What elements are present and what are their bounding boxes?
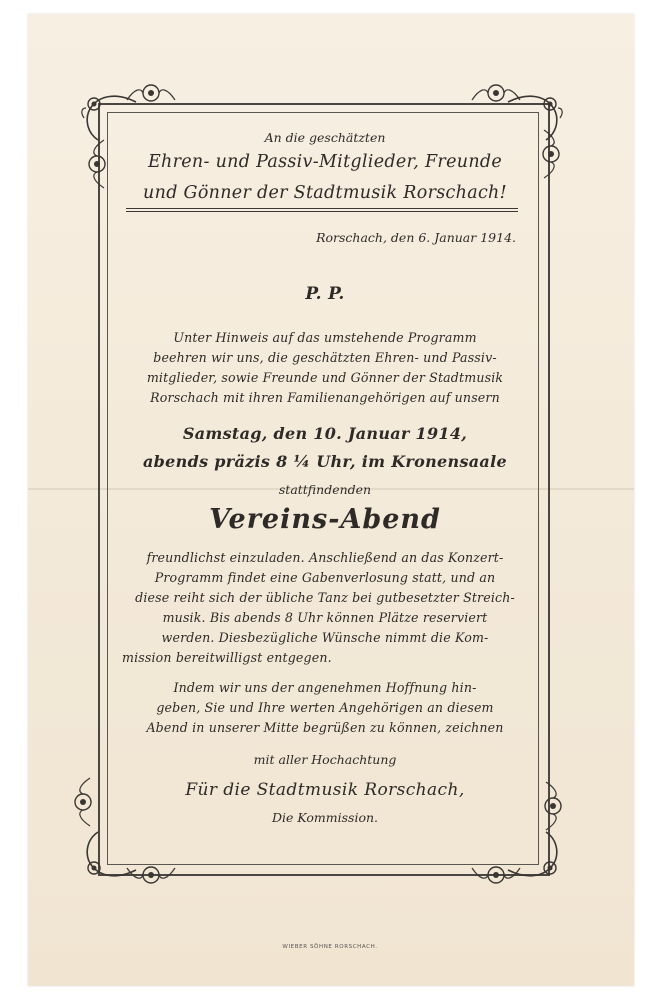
- closing-line-3: Abend in unserer Mitte begrüßen zu können, zeichnen: [146, 720, 504, 735]
- committee: Die Kommission.: [272, 810, 378, 825]
- rosette-ornament-bottom-left: [125, 862, 177, 888]
- details-line-1: freundlichst einzuladen. Anschließend an das Konzert-: [146, 550, 504, 565]
- header-line-3: und Gönner der Stadtmusik Rorschach!: [143, 183, 507, 203]
- rosette-ornament-bottom-right: [470, 862, 522, 888]
- rosette-ornament-top-left: [125, 80, 177, 106]
- intro-line-3: mitglieder, sowie Freunde und Gönner der Stadtmusik: [146, 370, 504, 385]
- header-line-2: Ehren- und Passiv-Mitglieder, Freunde: [147, 152, 503, 172]
- intro-line-4: Rorschach mit ihren Familienangehörigen auf unsern: [150, 390, 500, 405]
- closing-line-1: Indem wir uns der angenehmen Hoffnung hin-: [173, 680, 477, 695]
- event-title: Vereins-Abend: [209, 504, 441, 535]
- printer-imprint: WIEBER SÖHNE RORSCHACH.: [282, 944, 378, 950]
- dateline: Rorschach, den 6. Januar 1914.: [316, 230, 516, 245]
- closing-line-2: geben, Sie und Ihre werten Angehörigen an diesem: [156, 700, 494, 715]
- rosette-ornament-left-upper: [84, 138, 110, 190]
- details-line-4: musik. Bis abends 8 Uhr können Plätze reserviert: [162, 610, 488, 625]
- event-stattfindend: stattfindenden: [278, 482, 372, 497]
- intro-line-1: Unter Hinweis auf das umstehende Programm: [173, 330, 477, 345]
- intro-line-2: beehren wir uns, die geschätzten Ehren- und Passiv-: [153, 350, 497, 365]
- details-line-6: mission bereitwilligst entgegen.: [122, 650, 332, 665]
- details-line-5: werden. Diesbezügliche Wünsche nimmt die Kom-: [161, 630, 489, 645]
- header-line-1: An die geschätzten: [264, 130, 386, 145]
- rosette-ornament-left-lower: [70, 776, 96, 828]
- rosette-ornament-right-upper: [538, 128, 564, 180]
- event-time: abends präzis 8 ¼ Uhr, im Kronensaale: [143, 452, 507, 471]
- header-rule-1: [126, 208, 518, 209]
- salutation: P. P.: [305, 284, 345, 304]
- details-line-2: Programm findet eine Gabenverlosung statt, und an: [154, 570, 496, 585]
- rosette-ornament-right-lower: [540, 780, 566, 832]
- header-rule-2: [126, 211, 518, 212]
- rosette-ornament-top-right: [470, 80, 522, 106]
- details-line-3: diese reiht sich der übliche Tanz bei gutbesetzter Streich-: [135, 590, 515, 605]
- signature: Für die Stadtmusik Rorschach,: [185, 780, 465, 800]
- event-date: Samstag, den 10. Januar 1914,: [182, 424, 468, 443]
- regards: mit aller Hochachtung: [253, 752, 397, 767]
